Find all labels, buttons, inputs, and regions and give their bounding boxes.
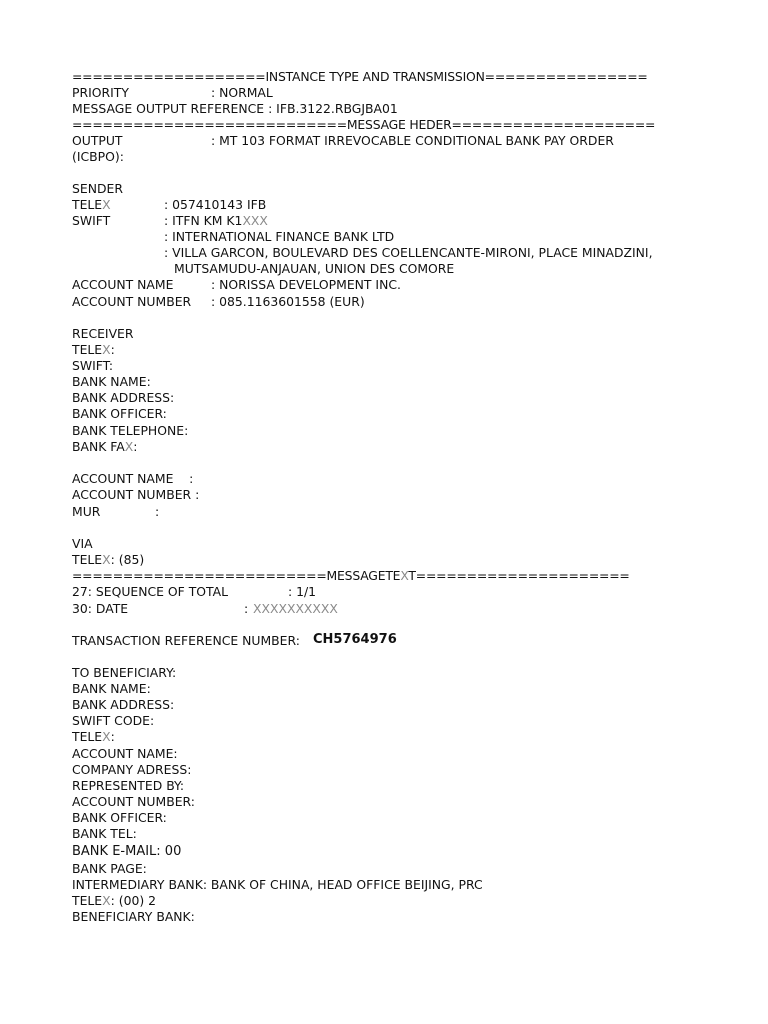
sender-heading: SENDER: [72, 181, 123, 196]
receiver-swift: SWIFT:: [72, 358, 114, 373]
beneficiary-bank-address: BANK ADDRESS:: [72, 697, 175, 712]
receiver-bank-address: BANK ADDRESS:: [72, 390, 175, 405]
priority-value: : NORMAL: [211, 85, 273, 100]
beneficiary-swift-code: SWIFT CODE:: [72, 713, 155, 728]
message-output-reference: MESSAGE OUTPUT REFERENCE : IFB.3122.RBGJBA01: [72, 101, 398, 116]
sender-telex-label: TELEX: [72, 197, 111, 212]
beneficiary-bank-email: BANK E-MAIL: 00: [72, 844, 182, 859]
date-value: XXXXXXXXXX: [253, 601, 338, 616]
sender-account-number-value: : 085.1163601558 (EUR): [211, 294, 365, 309]
sender-swift-label: SWIFT: [72, 213, 111, 228]
instance-separator: ===================INSTANCE TYPE AND TRANSMISSION================: [72, 69, 648, 84]
via-heading: VIA: [72, 536, 93, 551]
receiver-bank-name: BANK NAME:: [72, 374, 151, 389]
output-continuation: (ICBPO):: [72, 149, 124, 164]
message-header-separator: ===========================MESSAGE HEDER====================: [72, 117, 656, 132]
sender-account-name-label: ACCOUNT NAME: [72, 277, 174, 292]
receiver-bank-fax: BANK FAX:: [72, 439, 138, 454]
beneficiary-telex: TELEX:: [72, 729, 115, 744]
sender-bank-name: : INTERNATIONAL FINANCE BANK LTD: [164, 229, 395, 244]
receiver-telex: TELEX:: [72, 342, 115, 357]
sender-address-continuation: MUTSAMUDU-ANJAUAN, UNION DES COMORE: [174, 261, 455, 276]
sender-address: : VILLA GARCON, BOULEVARD DES COELLENCANTE-MIRONI, PLACE MINADZINI,: [164, 245, 653, 260]
to-beneficiary-heading: TO BENEFICIARY:: [72, 665, 177, 680]
sender-account-number-label: ACCOUNT NUMBER: [72, 294, 192, 309]
receiver-bank-telephone: BANK TELEPHONE:: [72, 423, 189, 438]
beneficiary-account-number: ACCOUNT NUMBER:: [72, 794, 195, 809]
transaction-reference-label: TRANSACTION REFERENCE NUMBER:: [72, 633, 300, 648]
receiver-mur-colon: :: [155, 504, 160, 519]
transaction-reference-value: CH5764976: [313, 632, 397, 647]
beneficiary-account-name: ACCOUNT NAME:: [72, 746, 178, 761]
date-label: 30: DATE: [72, 601, 129, 616]
receiver-account-name: ACCOUNT NAME :: [72, 471, 194, 486]
intermediary-telex: TELEX: (00) 2: [72, 893, 157, 908]
output-value: : MT 103 FORMAT IRREVOCABLE CONDITIONAL BANK PAY ORDER: [211, 133, 614, 148]
message-text-separator: =========================MESSAGETEXT=====================: [72, 568, 630, 583]
beneficiary-bank: BENEFICIARY BANK:: [72, 909, 195, 924]
beneficiary-bank-tel: BANK TEL:: [72, 826, 137, 841]
receiver-bank-officer: BANK OFFICER:: [72, 406, 167, 421]
date-colon: :: [244, 601, 249, 616]
intermediary-bank: INTERMEDIARY BANK: BANK OF CHINA, HEAD OFFICE BEIJING, PRC: [72, 877, 483, 892]
sequence-value: : 1/1: [288, 584, 317, 599]
sender-account-name-value: : NORISSA DEVELOPMENT INC.: [211, 277, 401, 292]
beneficiary-bank-officer: BANK OFFICER:: [72, 810, 167, 825]
beneficiary-represented-by: REPRESENTED BY:: [72, 778, 185, 793]
priority-label: PRIORITY: [72, 85, 129, 100]
beneficiary-company-adress: COMPANY ADRESS:: [72, 762, 192, 777]
receiver-heading: RECEIVER: [72, 326, 134, 341]
sender-swift-value: : ITFN KM K1XXX: [164, 213, 268, 228]
via-telex: TELEX: (85): [72, 552, 145, 567]
receiver-account-number: ACCOUNT NUMBER :: [72, 487, 200, 502]
sender-telex-value: : 057410143 IFB: [164, 197, 267, 212]
sequence-label: 27: SEQUENCE OF TOTAL: [72, 584, 229, 599]
beneficiary-bank-name: BANK NAME:: [72, 681, 151, 696]
output-label: OUTPUT: [72, 133, 123, 148]
receiver-mur-label: MUR: [72, 504, 101, 519]
beneficiary-bank-page: BANK PAGE:: [72, 861, 147, 876]
